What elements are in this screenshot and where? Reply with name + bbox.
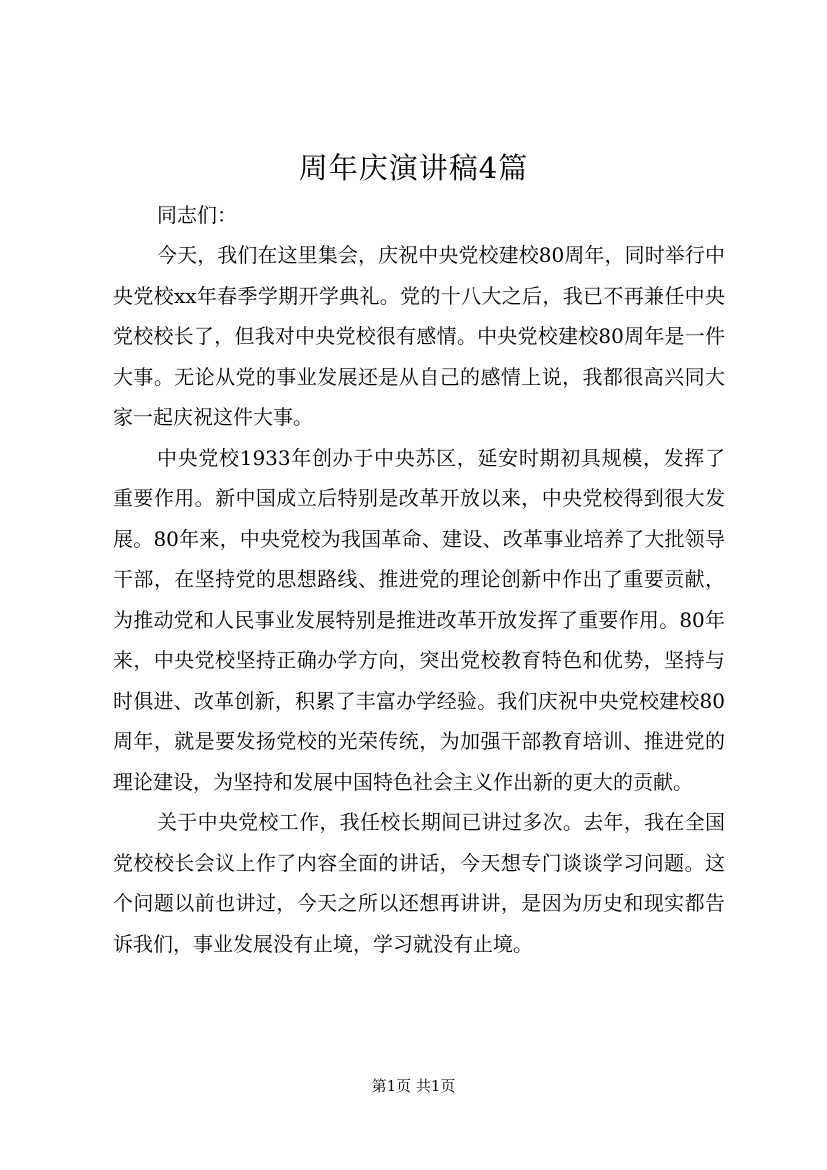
salutation: 同志们： (157, 203, 237, 227)
paragraph-1: 今天，我们在这里集会，庆祝中央党校建校80周年，同时举行中央党校xx年春季学期开学典礼。党的十八大之后，我已不再兼任中央党校校长了，但我对中央党校很有感情。中央党校建校80周年是一件大事。无论从党的事业发展还是从自己的感情上说，我都很高兴同大家一起庆祝这件大事。 (113, 243, 725, 429)
page-footer: 第1页 共1页 (371, 1077, 456, 1095)
document-body (113, 196, 725, 964)
paragraph-2: 中央党校1933年创办于中央苏区，延安时期初具规模，发挥了重要作用。新中国成立后特别是改革开放以来，中央党校得到很大发展。80年来，中央党校为我国革命、建设、改革事业培养了大批领导干部，在坚持党的思想路线、推进党的理论创新中作出了重要贡献，为推动党和人民事业发展特别是推进改革开放发挥了重要作用。80年来，中央党校坚持正确办学方向，突出党校教育特色和优势，坚持与时俱进、改革创新，积累了丰富办学经验。我们庆祝中央党校建校80周年，就是要发扬党校的光荣传统，为加强干部教育培训、推进党的理论建设，为坚持和发展中国特色社会主义作出新的更大的贡献。 (113, 445, 725, 794)
paragraph-3: 关于中央党校工作，我任校长期间已讲过多次。去年，我在全国党校校长会议上作了内容全面的讲话，今天想专门谈谈学习问题。这个问题以前也讲过，今天之所以还想再讲讲，是因为历史和现实都告诉我们，事业发展没有止境，学习就没有止境。 (113, 810, 725, 956)
document-title: 周年庆演讲稿4篇 (298, 151, 529, 185)
